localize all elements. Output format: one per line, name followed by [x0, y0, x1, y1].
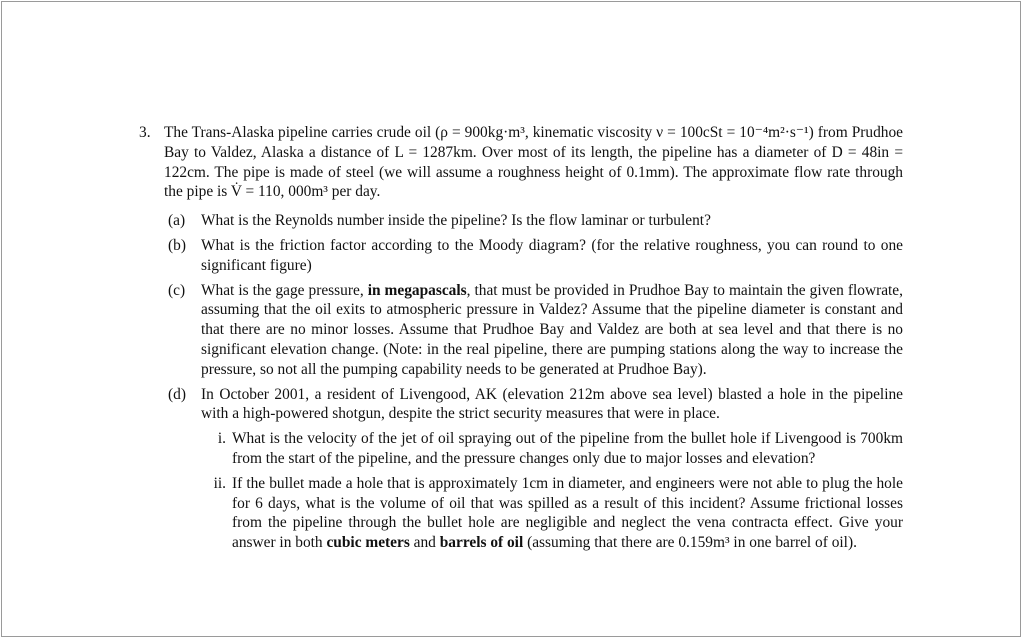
part-d [164, 385, 903, 558]
part-text-bold: in megapascals [367, 281, 467, 299]
part-label: (a) [168, 212, 186, 230]
part-d-body [201, 385, 903, 558]
subpart-text-bold-1: cubic meters [326, 534, 410, 552]
part-text: In October 2001, a resident of Livengood, AK (elevation 212m above sea level) blasted a hole in the pipeline with a high-powered shotgun, despite the strict security measures that were in place. [201, 385, 903, 423]
part-label: (c) [168, 281, 186, 299]
question-intro: The Trans-Alaska pipeline carries crude oil (ρ = 900kg·m³, kinematic viscosity ν = 100cSt = 10⁻⁴m²·s⁻¹) from Prudhoe Bay to Valdez, Alaska a distance of L = 1287km. Over most of its length, the pipeline has a diameter of D = 48in = 122cm. The pipe is made of steel (we will assume a roughness height of 0.1mm). The approximate flow rate through the pipe is V̇ = 110, 000m³ per day. [164, 124, 903, 201]
subpart-ii [201, 474, 903, 553]
subpart-text-mid: and [409, 534, 440, 552]
question-3 [139, 123, 903, 563]
subpart-label: ii. [213, 474, 226, 492]
subpart-label: i. [217, 430, 226, 448]
question-body [164, 123, 903, 563]
part-label: (d) [168, 385, 186, 403]
part-text-post: , that must be provided in Prudhoe Bay to maintain the given flowrate, assuming that the oil exits to atmospheric pressure in Valdez? Assume that the pipeline diameter is constant and that there are no minor losses. Assume that Prudhoe Bay and Valdez are both at sea level and that there is no significant elevation change. (Note: in the real pipeline, there are pumping stations along the way to increase the pressure, so not all the pumping capability needs to be generated at Prudhoe Bay). [201, 281, 903, 378]
subpart-text-pre: If the bullet made a hole that is approximately 1cm in diameter, and engineers were not able to plug the hole for 6 days, what is the volume of oil that was spilled as a result of this incident? Assume frictional losses from the pipeline through the bullet hole are negligible and neglect the vena contracta effect. Give your answer in both [232, 474, 903, 552]
part-d-subparts [201, 429, 903, 553]
question-parts [164, 211, 903, 558]
subpart-text: What is the velocity of the jet of oil spraying out of the pipeline from the bullet hole if Livengood is 700km from the start of the pipeline, and the pressure changes only due to major losses and elevation? [232, 430, 903, 467]
part-text: What is the friction factor according to the Moody diagram? (for the relative roughness, you can round to one significant figure) [201, 236, 903, 274]
part-b [164, 236, 903, 276]
part-label: (b) [168, 236, 186, 254]
part-text-pre: What is the gage pressure, [201, 281, 368, 299]
part-a [164, 211, 903, 231]
subpart-text [232, 474, 903, 553]
problem-text [139, 123, 903, 563]
part-text: What is the Reynolds number inside the pipeline? Is the flow laminar or turbulent? [201, 212, 711, 230]
part-c [164, 281, 903, 380]
part-text [201, 281, 903, 380]
subpart-text-bold-2: barrels of oil [439, 534, 524, 552]
subpart-i [201, 429, 903, 469]
subpart-text-post: (assuming that there are 0.159m³ in one barrel of oil). [523, 534, 857, 552]
document-page [1, 1, 1021, 637]
question-number: 3. [139, 124, 151, 141]
